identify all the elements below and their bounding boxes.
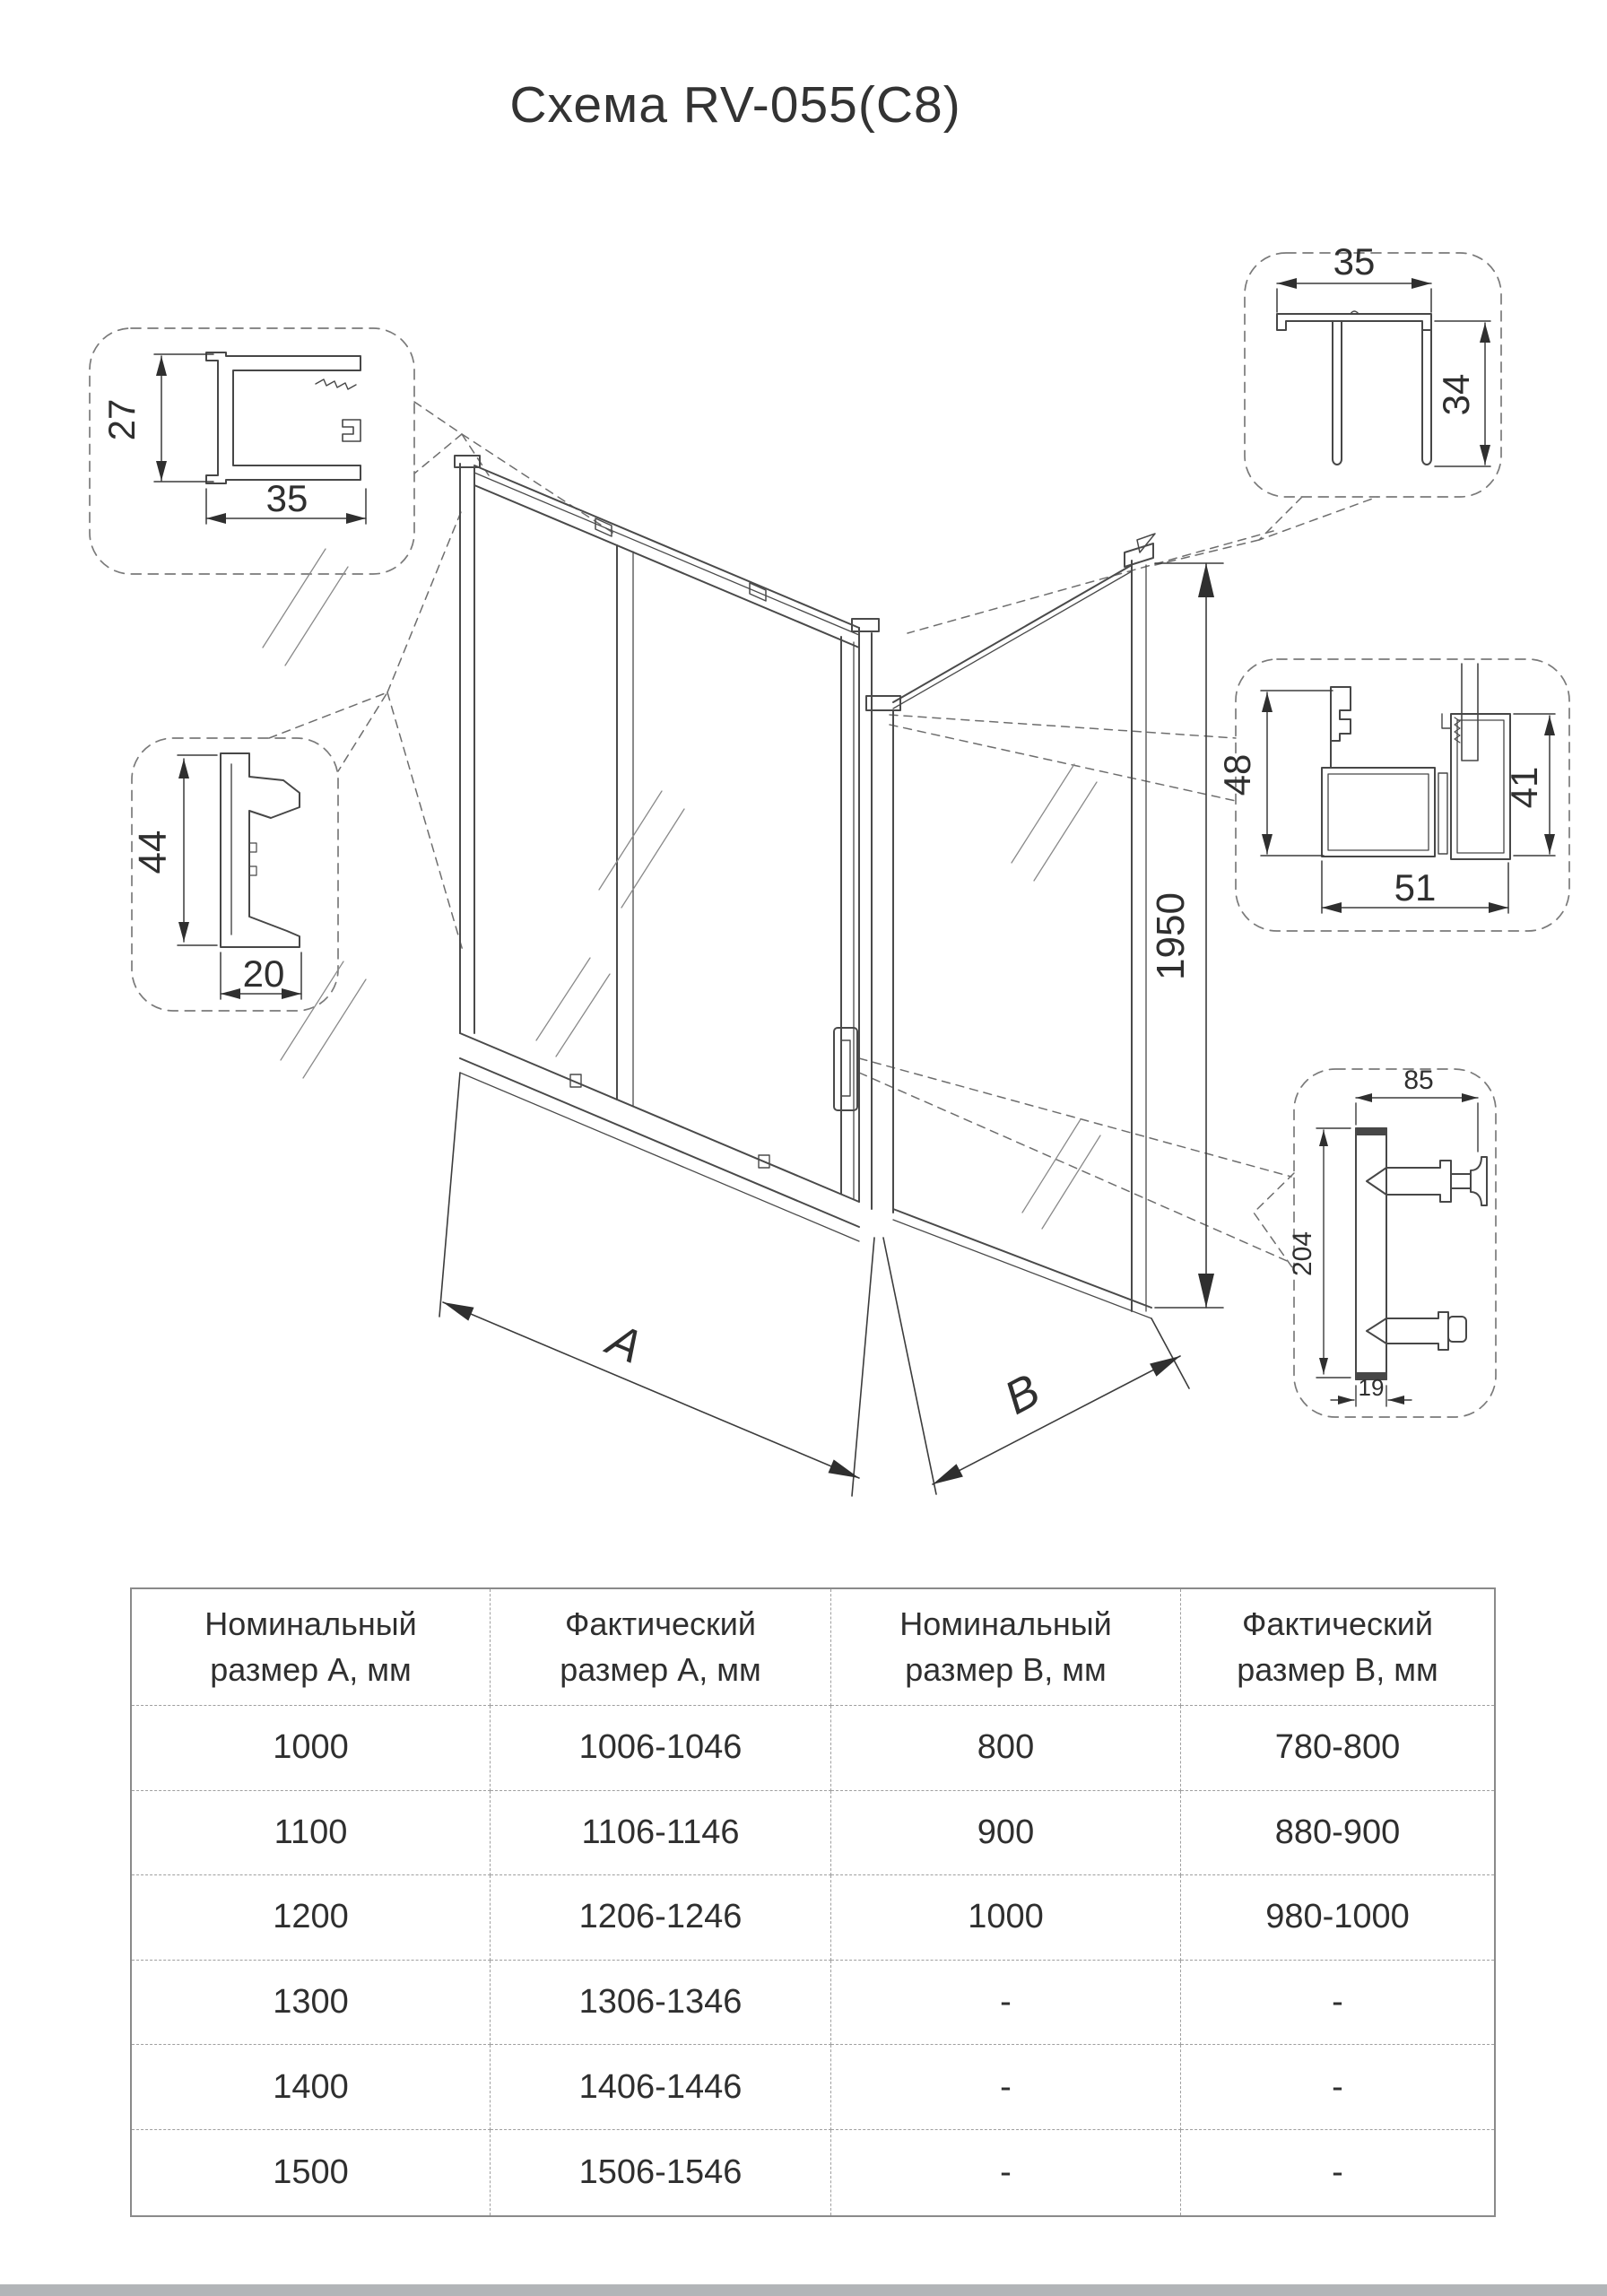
- table-cell: 1500: [132, 2130, 491, 2215]
- callout-bottom-rail-profile: [1216, 664, 1555, 913]
- dim-35-top-left: 35: [265, 477, 308, 519]
- callout-handle: [1288, 1065, 1487, 1406]
- table-cell: -: [831, 1961, 1181, 2046]
- table-cell: 1400: [132, 2045, 491, 2130]
- label-height: 1950: [1149, 892, 1193, 980]
- dim-19: 19: [1358, 1374, 1385, 1401]
- table-cell: 1106-1146: [491, 1791, 831, 1876]
- table-cell: 980-1000: [1181, 1875, 1494, 1961]
- table-cell: -: [1332, 2152, 1343, 2191]
- table-cell: 1000: [831, 1875, 1181, 1961]
- dim-44: 44: [131, 830, 175, 874]
- callout-bubbles: [90, 253, 1569, 1417]
- dim-35-top-right: 35: [1333, 240, 1376, 283]
- table-cell: 1000: [132, 1706, 491, 1791]
- dim-48: 48: [1216, 753, 1258, 796]
- table-cell: 900: [831, 1791, 1181, 1876]
- label-a: A: [600, 1313, 649, 1374]
- leader-lines: [269, 402, 1377, 1270]
- table-cell: -: [831, 2045, 1181, 2130]
- callout-corner-profile: [1277, 240, 1490, 466]
- side-panel: [852, 534, 1155, 1318]
- table-header-cell: Номинальный размер В, мм: [831, 1589, 1181, 1706]
- page-bottom-edge: [0, 2284, 1607, 2296]
- table-cell: -: [1181, 1961, 1494, 2046]
- table-cell: -: [831, 2130, 1181, 2215]
- dim-20: 20: [242, 952, 285, 995]
- dim-height-1950: [1149, 563, 1223, 1308]
- table-cell: -: [1181, 2045, 1494, 2130]
- table-cell: 880-900: [1181, 1791, 1494, 1876]
- table-cell: 780-800: [1181, 1706, 1494, 1791]
- size-table: [130, 1587, 1496, 2217]
- dim-204: 204: [1288, 1231, 1317, 1277]
- dim-width-a: [439, 1073, 874, 1496]
- table-cell: 1006-1046: [491, 1706, 831, 1791]
- glass-shine-marks: [1012, 764, 1100, 1229]
- table-cell: 800: [831, 1706, 1181, 1791]
- label-b: B: [996, 1364, 1048, 1425]
- table-header-cell: Номинальный размер А, мм: [132, 1589, 491, 1706]
- table-header-cell: Фактический размер В, мм: [1181, 1589, 1494, 1706]
- table-cell: 1200: [132, 1875, 491, 1961]
- side-top-rail: [893, 565, 1132, 702]
- table-cell: 1506-1546: [491, 2130, 831, 2215]
- corner-post-cap: [852, 619, 879, 631]
- dim-41: 41: [1503, 766, 1545, 809]
- top-rail: [474, 465, 859, 628]
- dim-85: 85: [1403, 1065, 1434, 1095]
- table-cell: 1206-1246: [491, 1875, 831, 1961]
- table-cell: 1300: [132, 1961, 491, 2046]
- dim-34: 34: [1435, 373, 1477, 416]
- side-bottom-edge: [893, 1209, 1151, 1308]
- table-cell: 1306-1346: [491, 1961, 831, 2046]
- page-title: Схема RV-055(C8): [509, 76, 961, 134]
- callout-wall-profile: [131, 753, 301, 999]
- bottom-rail: [460, 1033, 859, 1202]
- dim-width-b: [883, 1238, 1189, 1494]
- table-cell: 1406-1446: [491, 2045, 831, 2130]
- table-cell: 1100: [132, 1791, 491, 1876]
- table-header-cell: Фактический размер А, мм: [491, 1589, 831, 1706]
- callout-top-rail-profile: [100, 352, 366, 524]
- bubble-top-rail-profile: [90, 328, 414, 574]
- dim-51: 51: [1394, 866, 1437, 909]
- dim-27: 27: [100, 398, 143, 441]
